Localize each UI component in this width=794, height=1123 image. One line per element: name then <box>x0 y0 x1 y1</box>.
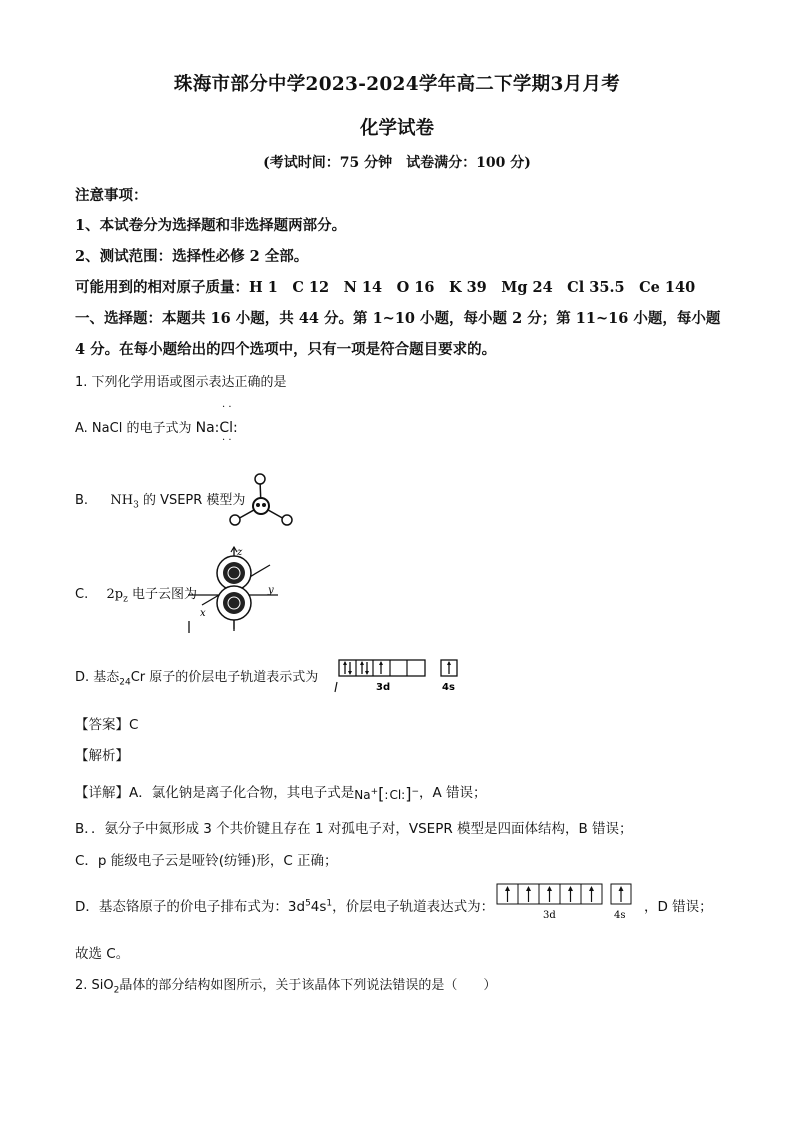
q1-answer: 【答案】C <box>75 717 139 733</box>
atomic-masses: 可能用到的相对原子质量：H 1 C 12 N 14 O 16 K 39 Mg 24 Cl 35.5 Ce 140 <box>75 279 696 296</box>
axis-x-label: x <box>200 608 206 619</box>
nacl-electron-formula: Na:Cl: <box>195 420 238 436</box>
option-b-label: B. <box>75 493 89 508</box>
page-title: 珠海市部分中学2023-2024学年高二下学期3月月考 <box>173 74 621 95</box>
q1-option-a <box>75 417 238 436</box>
q1-detail-d: D．基态铬原子的价电子排布式为：$3d^54s^1$，价层电子轨道表达式为： <box>75 898 495 915</box>
label-4s-correct: 4s <box>614 910 626 921</box>
notice-heading: 注意事项： <box>75 187 148 204</box>
section-instruction-2: 4 分。在每小题给出的四个选项中，只有一项是符合题目要求的。 <box>75 341 497 358</box>
q1-conclusion: 故选 C。 <box>75 946 130 962</box>
axis-z-label: z <box>237 547 243 558</box>
q2-stem: 2. SiO$_2$晶体的部分结构如图所示，关于该晶体下列说法错误的是（ ） <box>75 978 497 996</box>
axis-y-label: y <box>268 585 274 596</box>
option-a-text: A. NaCl 的电子式为 <box>75 421 192 436</box>
lone-pair-dots-top: · · <box>222 402 232 413</box>
label-4s: 4s <box>442 682 455 693</box>
vsepr-model-diagram <box>225 470 295 530</box>
notice-item-2: 2、测试范围：选择性必修 2 全部。 <box>75 248 309 265</box>
2pz-label: $2p_z$ <box>106 587 128 605</box>
atomic-number: 24 <box>119 677 131 688</box>
label-3d: 3d <box>376 682 391 693</box>
notice-item-1: 1、本试卷分为选择题和非选择题两部分。 <box>75 217 347 234</box>
option-b-text: 的 VSEPR 模型为 <box>142 493 246 508</box>
nacl-ionic-formula: Na+[:Cl:]− <box>354 783 419 803</box>
section-instruction-1: 一、选择题：本题共 16 小题，共 44 分。第 1~10 小题，每小题 2 分；第 11~16 小题，每小题 <box>75 310 721 327</box>
option-d-text: D. 基态 <box>75 670 120 685</box>
q1-detail-b: B．．氨分子中氮形成 3 个共价键且存在 1 对孤电子对，VSEPR 模型是四面体结构，B 错误； <box>75 821 633 837</box>
lone-pair-dots-bottom: · · <box>222 435 232 446</box>
orbital-diagram-wrong <box>334 658 466 694</box>
electron-cloud-diagram <box>188 543 288 635</box>
q1-option-b <box>75 489 245 511</box>
q1-option-c <box>75 583 197 605</box>
label-3d-correct: 3d <box>543 910 556 921</box>
page-subtitle: 化学试卷 <box>359 118 434 139</box>
option-c-text: 电子云图为 <box>131 587 197 602</box>
exam-info: (考试时间：75 分钟 试卷满分：100 分) <box>263 155 531 171</box>
q1-detail-a: 【详解】A．氯化钠是离子化合物，其电子式是Na+[:Cl:]−，A 错误； <box>75 783 487 803</box>
q1-detail-d-end: ，D 错误； <box>644 899 713 915</box>
q1-detail-c: C．p 能级电子云是哑铃(纺锤)形，C 正确； <box>75 853 338 869</box>
nh3-formula: $NH_3$ <box>110 493 139 511</box>
q1-analysis-heading: 【解析】 <box>75 748 129 764</box>
q1-stem: 1. 下列化学用语或图示表达正确的是 <box>75 375 287 390</box>
option-c-label: C. <box>75 587 89 602</box>
orbital-diagram-correct <box>495 882 643 922</box>
q1-option-d <box>75 666 318 688</box>
option-d-text-2: Cr 原子的价层电子轨道表示式为 <box>130 670 319 685</box>
